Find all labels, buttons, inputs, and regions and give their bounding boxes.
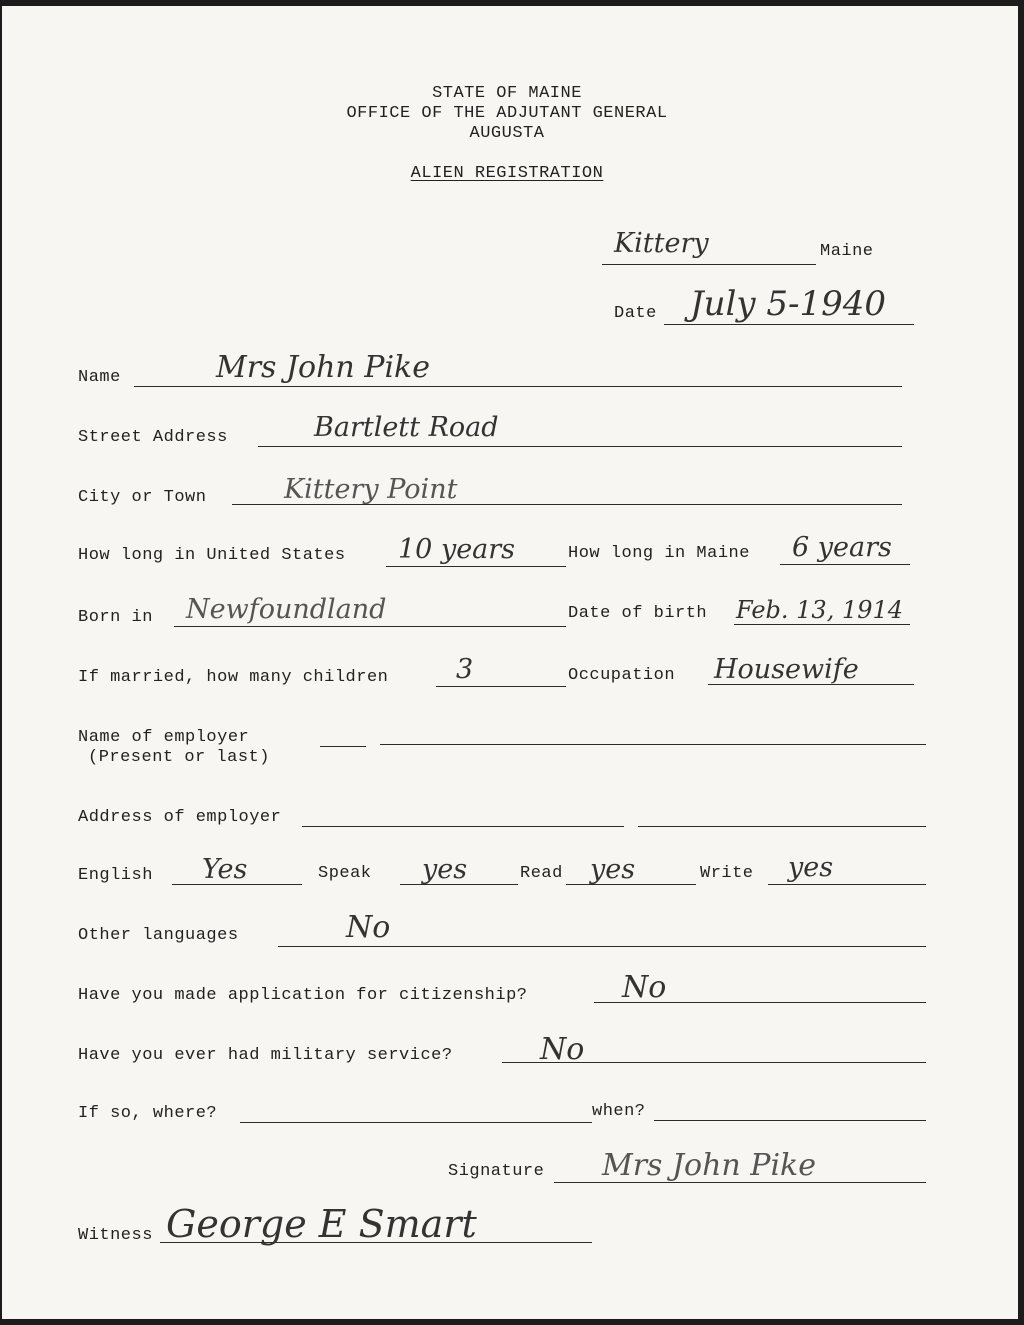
employer-address-label: Address of employer (78, 808, 282, 827)
when-line (654, 1120, 926, 1121)
street-label: Street Address (78, 428, 228, 447)
street-line (258, 446, 902, 447)
where-label: If so, where? (78, 1104, 218, 1123)
us-years-label: How long in United States (78, 546, 346, 565)
read-label: Read (520, 864, 563, 883)
born-value: Newfoundland (186, 594, 387, 625)
maine-years-value: 6 years (792, 532, 892, 563)
occupation-value: Housewife (714, 654, 859, 685)
employer-line-a (320, 746, 366, 747)
speak-value: yes (422, 854, 468, 885)
header-city: AUGUSTA (469, 124, 545, 143)
speak-label: Speak (318, 864, 372, 883)
born-line (174, 626, 566, 627)
other-languages-line (278, 946, 926, 947)
maine-years-line (780, 564, 910, 565)
employer-label: Name of employer (78, 728, 250, 747)
witness-value: George E Smart (166, 1202, 477, 1246)
read-value: yes (590, 854, 636, 885)
us-years-line (386, 566, 566, 567)
date-line (664, 324, 914, 325)
header-state: STATE OF MAINE (432, 84, 582, 103)
form-title (2, 164, 1012, 183)
name-line (134, 386, 902, 387)
write-line (768, 884, 926, 885)
write-value: yes (788, 852, 834, 883)
occupation-label: Occupation (568, 666, 676, 685)
us-years-value: 10 years (398, 534, 516, 565)
dob-label: Date of birth (568, 604, 708, 623)
employer-address-line-a (302, 826, 624, 827)
when-label: when? (592, 1102, 646, 1121)
witness-label: Witness (78, 1226, 153, 1245)
name-value: Mrs John Pike (216, 350, 430, 385)
english-value: Yes (202, 854, 248, 885)
military-value: No (540, 1032, 585, 1067)
signature-value: Mrs John Pike (602, 1148, 816, 1183)
city-value: Kittery Point (284, 474, 458, 505)
children-line (436, 686, 566, 687)
military-label: Have you ever had military service? (78, 1046, 453, 1065)
children-value: 3 (456, 654, 474, 685)
city-label: City or Town (78, 488, 207, 507)
form-title-text: ALIEN REGISTRATION (410, 164, 604, 183)
dob-line (734, 624, 910, 625)
citizenship-value: No (622, 970, 667, 1005)
employer-line-b (380, 744, 926, 745)
employer-address-line-b (638, 826, 926, 827)
street-value: Bartlett Road (314, 412, 499, 443)
employer-sublabel: (Present or last) (88, 748, 270, 767)
english-label: English (78, 866, 153, 885)
place-suffix: Maine (820, 242, 874, 261)
date-label: Date (614, 304, 657, 323)
other-languages-value: No (346, 910, 391, 945)
dob-value: Feb. 13, 1914 (736, 596, 904, 624)
where-line (240, 1122, 592, 1123)
header-office: OFFICE OF THE ADJUTANT GENERAL (346, 104, 668, 123)
signature-label: Signature (448, 1162, 545, 1181)
other-languages-label: Other languages (78, 926, 239, 945)
place-line (602, 264, 816, 265)
children-label: If married, how many children (78, 668, 389, 687)
citizenship-label: Have you made application for citizenship? (78, 986, 528, 1005)
name-label: Name (78, 368, 121, 387)
born-label: Born in (78, 608, 153, 627)
maine-years-label: How long in Maine (568, 544, 750, 563)
write-label: Write (700, 864, 754, 883)
date-value: July 5-1940 (690, 284, 887, 324)
place-value: Kittery (614, 228, 709, 259)
